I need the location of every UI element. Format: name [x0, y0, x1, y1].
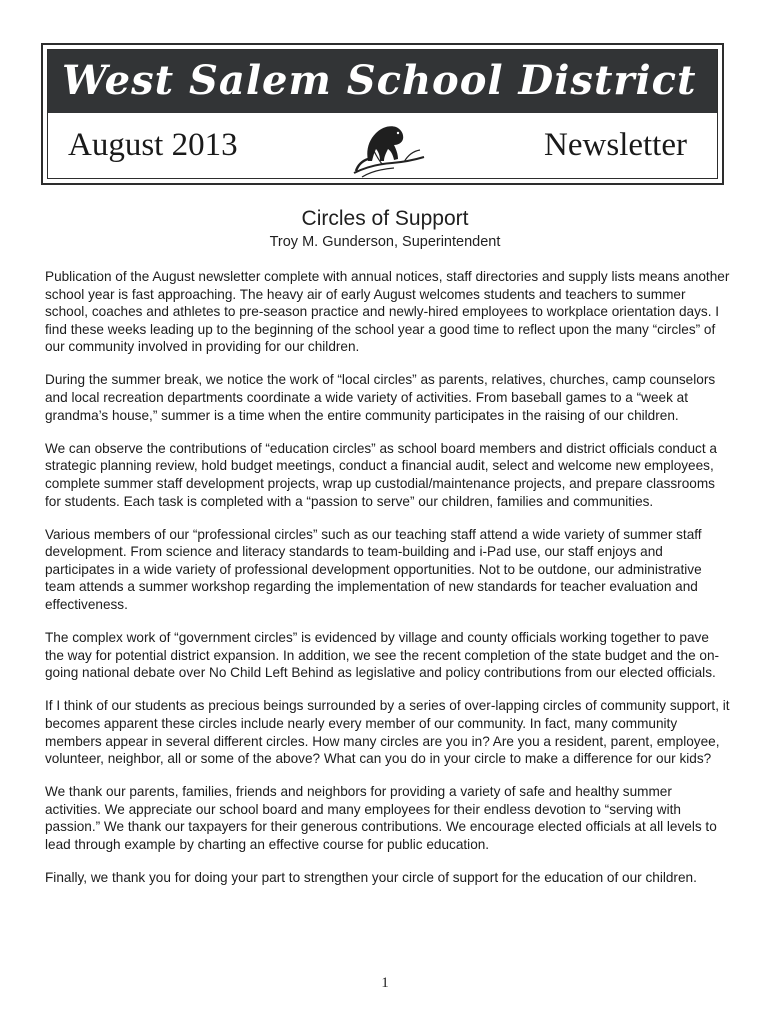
panther-on-branch-icon [348, 117, 426, 181]
article-paragraph: We can observe the contributions of “education circles” as school board members and district officials conduct a strategic planning review, hold budget meetings, conduct a financial audit, select and welcome new employees, complete summer staff development projects, wrap up custodial/maintenance projects, and prepare classrooms for students. Each task is completed with a “passion to serve” our children, families and communities. [45, 440, 717, 509]
article-title: Circles of Support [301, 207, 469, 230]
article-paragraph: Publication of the August newsletter complete with annual notices, staff directories and supply lists means another school year is fast approaching. The heavy air of early August welcomes students and teachers to summer school, coaches and athletes to pre-season practice and newly-hired employees to workplace orientation days. I find these weeks leading up to the beginning of the school year a good time to reflect upon the many “circles” of our community involved in providing for our children. [45, 269, 730, 355]
issue-kind: Newsletter [544, 127, 687, 163]
article-paragraph: Various members of our “professional circles” such as our teaching staff attend a wide variety of summer staff development. From science and literacy standards to team-building and i-Pad use, our staff enjoys and participates in a wide variety of professional development opportunities. Not to be outdone, our administrative team attends a summer workshop regarding the implementation of new standards for teacher evaluation and effectiveness. [45, 526, 702, 612]
article-body [45, 268, 730, 902]
masthead-inner-frame [47, 49, 718, 179]
article-paragraph: Finally, we thank you for doing your part to strengthen your circle of support for the education of our children. [45, 870, 697, 886]
article-paragraph: During the summer break, we notice the work of “local circles” as parents, relatives, churches, camp counselors and local recreation departments coordinate a wide variety of activities. From baseball games to a “week at grandma’s house,” summer is a time when the entire community participates in the raising of our children. [45, 372, 716, 423]
issue-band [48, 113, 717, 178]
issue-date: August 2013 [68, 127, 238, 163]
page-number: 1 [381, 975, 389, 991]
title-band [48, 50, 717, 113]
article-paragraph: If I think of our students as precious beings surrounded by a series of over-lapping circles of community support, it becomes apparent these circles include nearly every member of our community. In fact, many community members appear in several different circles. How many circles are you in? Are you a resident, parent, employee, volunteer, neighbor, all or some of the above? What can you do in your circle to make a difference for our kids? [45, 698, 730, 767]
article-paragraph: We thank our parents, families, friends and neighbors for providing a variety of safe and healthy summer activities. We appreciate our school board and many employees for their endless devotion to “serving with passion.” We thank our taxpayers for their generous contributions. We encourage elected officials at all levels to lead through example by charting an effective course for public education. [45, 784, 717, 853]
district-name: West Salem School District [62, 57, 697, 104]
article-paragraph: The complex work of “government circles” is evidenced by village and county officials working together to pave the way for potential district expansion. In addition, we see the recent completion of the state budget and the on-going national debate over No Child Left Behind as legislative and policy contributions from our elected officials. [45, 630, 720, 681]
newsletter-masthead [41, 43, 724, 185]
article-byline: Troy M. Gunderson, Superintendent [269, 234, 501, 250]
